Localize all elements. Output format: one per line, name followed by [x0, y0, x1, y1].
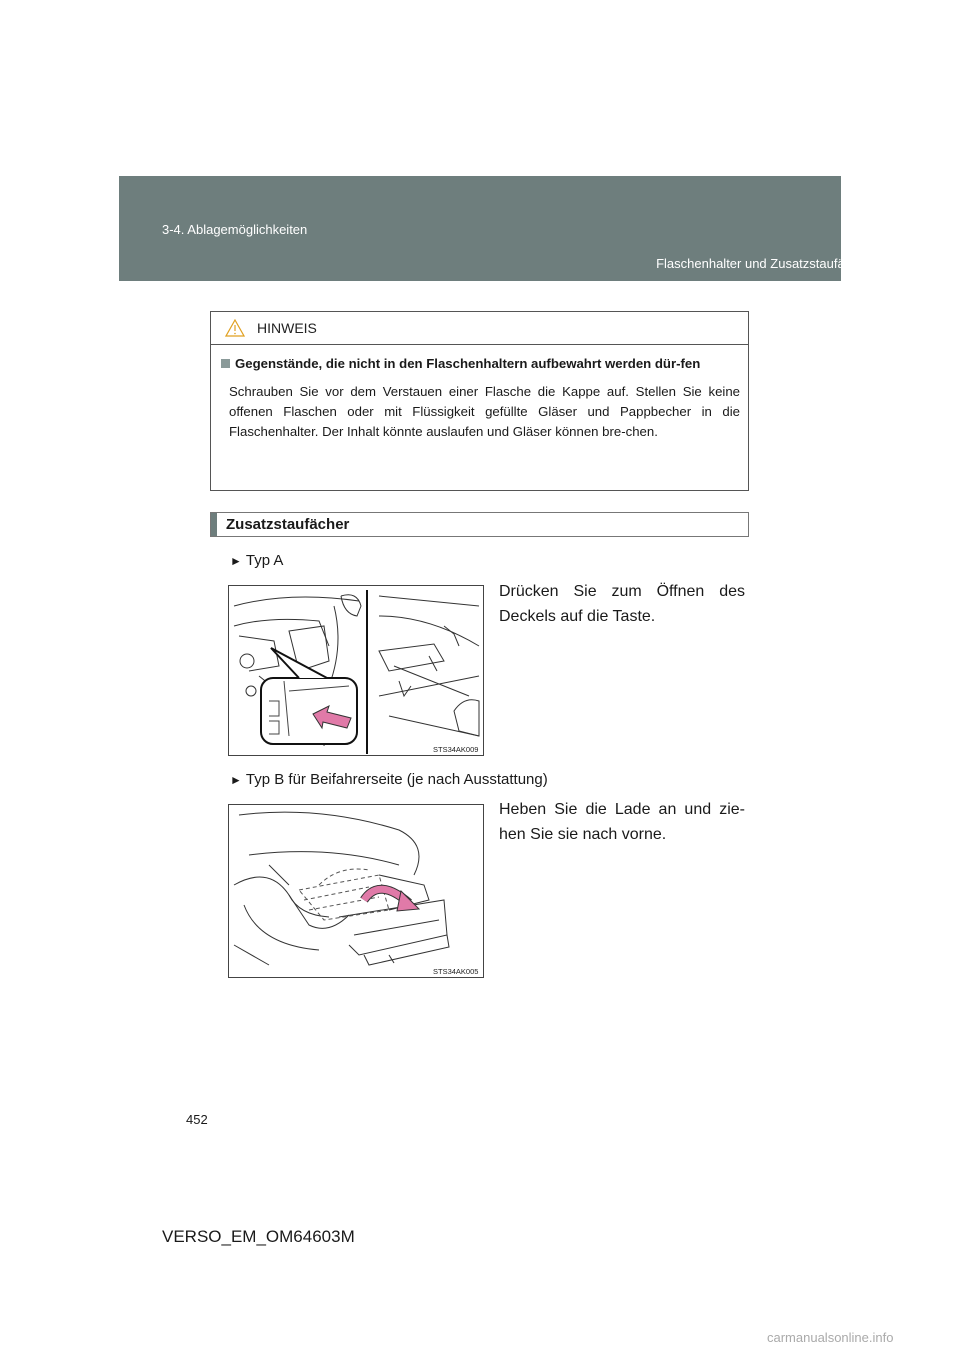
- type-b-illustration: [228, 804, 484, 978]
- triangle-bullet-icon: ►: [230, 553, 242, 568]
- seat-drawer-illustration: [229, 805, 483, 977]
- type-a-image-code: STS34AK009: [433, 745, 479, 754]
- section-heading-text: Zusatzstaufächer: [226, 516, 350, 533]
- type-b-description: Heben Sie die Lade an und zie-hen Sie sie nach vorne.: [499, 801, 745, 843]
- chapter-label: 3-4. Ablagemöglichkeiten: [162, 222, 308, 237]
- type-a-description: Drücken Sie zum Öffnen des Deckels auf die Taste.: [499, 583, 745, 625]
- website-watermark[interactable]: carmanualsonline.info: [767, 1330, 894, 1345]
- notice-box: [210, 311, 749, 491]
- type-a-illustration: [228, 585, 484, 756]
- notice-body: [211, 345, 748, 442]
- notice-header: [211, 312, 748, 345]
- glovebox-illustration: [229, 586, 483, 755]
- triangle-bullet-icon: ►: [230, 772, 242, 787]
- document-id: VERSO_EM_OM64603M: [162, 1227, 355, 1246]
- notice-subheading-text: Gegenstände, die nicht in den Flaschenhaltern aufbewahrt werden dür-fen: [235, 356, 701, 371]
- square-bullet-icon: [221, 359, 230, 368]
- section-heading-bar: [211, 513, 217, 536]
- type-b-label: [230, 771, 548, 788]
- type-b-image-code: STS34AK005: [433, 967, 479, 976]
- section-title: Flaschenhalter und Zusatzstaufächer: [656, 256, 870, 271]
- section-heading: [210, 512, 749, 537]
- type-b-label-text: Typ B für Beifahrerseite (je nach Ausstattung): [245, 771, 548, 788]
- notice-text: Schrauben Sie vor dem Verstauen einer Flasche die Kappe auf. Stellen Sie keine offenen Flaschen oder mit Flüssigkeit gefüllte Gläser und Pappbecher in die Flaschenhalter. Der Inhalt könnte auslaufen und Gläser können bre-chen.: [229, 384, 740, 439]
- type-a-label: [230, 552, 283, 569]
- warning-icon: [225, 319, 245, 337]
- type-a-label-text: Typ A: [245, 552, 284, 569]
- notice-subheading: [221, 354, 740, 374]
- page-number: 452: [186, 1112, 208, 1127]
- notice-heading: HINWEIS: [257, 320, 317, 336]
